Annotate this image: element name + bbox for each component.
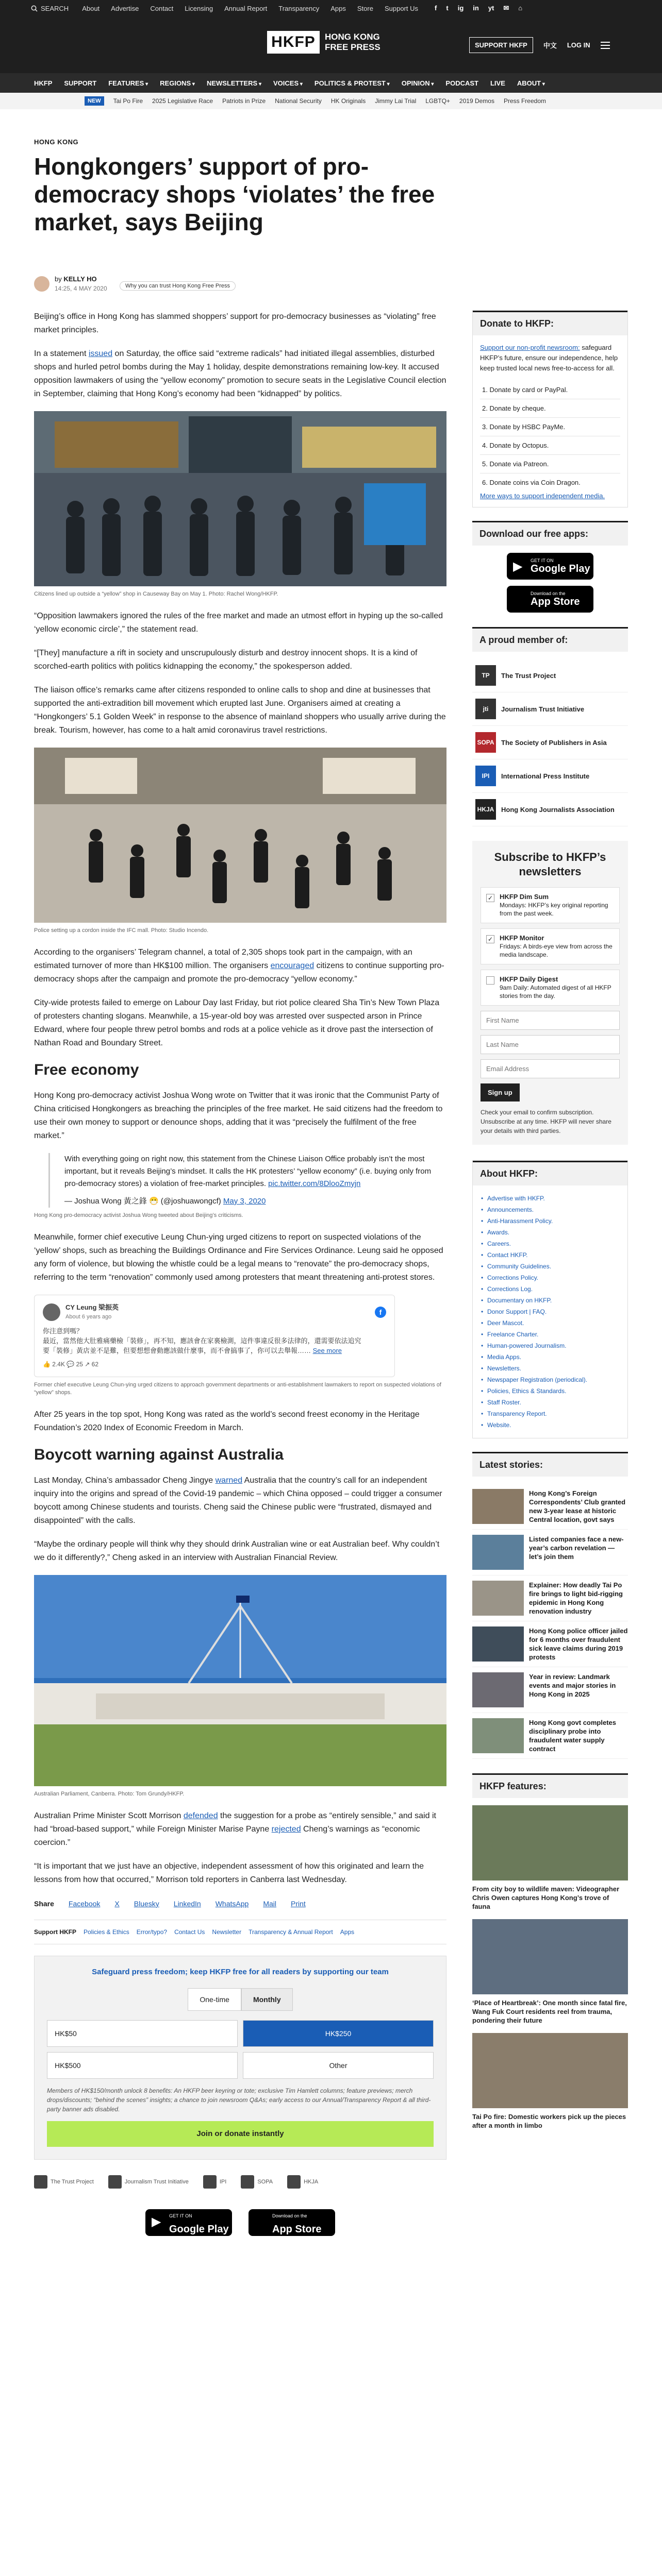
about-link[interactable]: • Donor Support | FAQ. bbox=[480, 1306, 620, 1317]
share-bluesky[interactable]: Bluesky bbox=[134, 1900, 159, 1908]
inline-link[interactable]: issued bbox=[88, 349, 113, 358]
footer-link[interactable]: Contact Us bbox=[174, 1928, 205, 1936]
feature-item[interactable]: Tai Po fire: Domestic workers pick up the pieces after a month in limbo bbox=[472, 2033, 628, 2130]
trending-link[interactable]: Patriots in Prize bbox=[222, 97, 266, 105]
fb-stats: 👍 2.4K 💬 25 ↗ 62 bbox=[43, 1361, 98, 1368]
play-icon: ▶ bbox=[513, 560, 523, 573]
about-link[interactable]: • Newsletters. bbox=[480, 1363, 620, 1374]
nav-support[interactable]: SUPPORT bbox=[64, 79, 97, 87]
story-thumbnail bbox=[472, 1581, 524, 1616]
about-link[interactable]: • Contact HKFP. bbox=[480, 1249, 620, 1261]
about-link[interactable]: • Careers. bbox=[480, 1238, 620, 1249]
newsletter-option[interactable]: ✓ HKFP Monitor Fridays: A birds-eye view from across the media landscape. bbox=[481, 928, 620, 964]
support-hkfp-button[interactable]: SUPPORT HKFP bbox=[469, 37, 533, 53]
why-trust-button[interactable]: Why you can trust Hong Kong Free Press bbox=[120, 281, 236, 291]
ipi-icon: IPI bbox=[475, 766, 496, 786]
nav-opinion[interactable]: OPINION ▾ bbox=[402, 79, 434, 87]
inline-link[interactable]: defended bbox=[183, 1811, 218, 1820]
paragraph: “Opposition lawmakers ignored the rules of the free market and made an utmost effort in hyping up the so-called ‘yellow economic circle’,” the statement read. bbox=[34, 612, 443, 634]
feature-thumbnail bbox=[472, 1805, 628, 1880]
donate-option[interactable]: 2. Donate by cheque. bbox=[480, 399, 620, 418]
utility-link-support[interactable]: Support Us bbox=[384, 4, 419, 12]
article-title: Hongkongers’ support of pro-democracy shops ‘violates’ the free market, says Beijing bbox=[34, 153, 435, 235]
member-logo[interactable]: HKJA Hong Kong Journalists Association bbox=[472, 793, 628, 826]
photo-caption: Citizens lined up outside a “yellow” shop in Causeway Bay on May 1. Photo: Rachel Wong/HKFP. bbox=[34, 591, 278, 597]
share-bar bbox=[34, 1897, 446, 1910]
newsletter-option[interactable]: ✓ HKFP Dim Sum Mondays: HKFP’s key original reporting from the past week. bbox=[481, 887, 620, 923]
member-logo[interactable]: IPI International Press Institute bbox=[472, 759, 628, 793]
logo-line-2: FREE PRESS bbox=[325, 42, 380, 52]
new-badge: NEW bbox=[85, 96, 104, 106]
paragraph: After 25 years in the top spot, Hong Kong was rated as the world’s second freest economy in the Heritage Foundation’s 2020 Index of Economic Freedom in March. bbox=[34, 1410, 420, 1432]
latest-stories bbox=[472, 1484, 628, 1759]
nav-regions[interactable]: REGIONS ▾ bbox=[160, 79, 195, 87]
tweet-text: With everything going on right now, this statement from the Chinese Liaison Office probably isn’t the most important, but it reveals Beijing’s mindset. It calls the HK protesters’ “yellow economy” (i.e. buying only from pro-democracy stores) a violation of free-market principles. pic.twitter.com/8DlooZmyjn bbox=[64, 1155, 432, 1188]
nav-newsletters[interactable]: NEWSLETTERS ▾ bbox=[207, 79, 261, 87]
donate-options bbox=[480, 381, 620, 492]
paragraph: Meanwhile, former chief executive Leung Chun-ying urged citizens to report on suspected violations of the ‘yellow’ shops, such as breaching the Buildings Ordinance and Fire Services Ordinance. Leung said he opposed any form of violence, but blowing the whistle could be a legal means to “renovate” the pro-democracy shops, referring to the term “renovation” commonly used among protesters that meant threatening anti-protest stores. bbox=[34, 1233, 443, 1282]
first-name-input[interactable] bbox=[481, 1011, 620, 1030]
paragraph: Australian Prime Minister Scott Morrison defended the suggestion for a probe as “entirely sensible,” and said it had “broad-based support,” while Foreign Minister Marise Payne rejected Cheng’s warnings as “economic coercion.” bbox=[34, 1811, 436, 1847]
tweet-attribution: — Joshua Wong 黃之鋒 😷 (@joshuawongcf) May 3, 2020 bbox=[64, 1197, 266, 1206]
story-thumbnail bbox=[472, 1718, 524, 1753]
paragraph: Last Monday, China’s ambassador Cheng Jingye warned Australia that the country’s call for an independent inquiry into the origins and spread of the Covid-19 pandemic – which China opposed – could trigger a consumer boycott among Chinese students and tourists. Cheng said the Chinese public were “frustrated, dismayed and disappointed” with the calls. bbox=[34, 1476, 442, 1525]
feature-thumbnail bbox=[472, 1919, 628, 1994]
article-footer-links bbox=[34, 1920, 446, 1944]
trust-project-icon bbox=[34, 2175, 47, 2189]
story-item[interactable]: Hong Kong police officer jailed for 6 months over fraudulent sick leave claims during 2019 protests bbox=[472, 1621, 628, 1667]
share-mail[interactable]: Mail bbox=[263, 1900, 276, 1908]
linkedin-icon[interactable]: in bbox=[473, 4, 479, 12]
trust-project-icon: TP bbox=[475, 665, 496, 686]
more-ways-link[interactable]: More ways to support independent media. bbox=[480, 492, 605, 500]
sopa-icon bbox=[241, 2175, 254, 2189]
about-link[interactable]: • Advertise with HKFP. bbox=[480, 1193, 620, 1204]
social-links bbox=[435, 4, 522, 12]
footer-link[interactable]: Apps bbox=[340, 1928, 355, 1936]
member-logo[interactable]: jti Journalism Trust Initiative bbox=[472, 692, 628, 726]
tab-monthly[interactable]: Monthly bbox=[241, 1988, 293, 2011]
menu-icon[interactable] bbox=[601, 42, 610, 49]
trust-badges bbox=[34, 2175, 446, 2189]
article-photo-ifc-mall bbox=[34, 748, 446, 923]
footer-link[interactable]: Error/typo? bbox=[136, 1928, 168, 1936]
publish-date: 14:25, 4 MAY 2020 bbox=[55, 285, 107, 292]
story-thumbnail bbox=[472, 1535, 524, 1570]
fb-avatar bbox=[43, 1303, 60, 1321]
newsletter-fineprint: Check your email to confirm subscription. Unsubscribe at any time. HKFP will never share your details with third parties. bbox=[481, 1109, 611, 1134]
story-item[interactable]: Hong Kong govt completes disciplinary probe into fraudulent water supply contract bbox=[472, 1713, 628, 1759]
support-link[interactable]: Support our non-profit newsroom: bbox=[480, 344, 580, 351]
main-nav bbox=[0, 73, 662, 93]
tweet-date-link[interactable]: May 3, 2020 bbox=[223, 1197, 266, 1206]
share-whatsapp[interactable]: WhatsApp bbox=[215, 1900, 249, 1908]
about-link[interactable]: • Community Guidelines. bbox=[480, 1261, 620, 1272]
newsletter-option[interactable]: HKFP Daily Digest 9am Daily: Automated digest of all HKFP stories from the day. bbox=[481, 970, 620, 1006]
utility-bar bbox=[0, 0, 662, 16]
photo-caption: Australian Parliament, Canberra. Photo: Tom Grundy/HKFP. bbox=[34, 1791, 185, 1797]
article-category[interactable]: HONG KONG bbox=[34, 138, 79, 146]
twitter-icon[interactable]: t bbox=[446, 4, 449, 12]
about-link[interactable]: • Staff Roster. bbox=[480, 1397, 620, 1408]
article-photo-yellow-shop bbox=[34, 411, 446, 586]
jti-icon: jti bbox=[475, 699, 496, 719]
about-link[interactable]: • Corrections Log. bbox=[480, 1283, 620, 1295]
story-thumbnail bbox=[472, 1489, 524, 1524]
site-logo[interactable] bbox=[267, 31, 380, 54]
membership-note: Members of HK$150/month unlock 8 benefits: An HKFP beer keyring or tote; exclusive Tim Hamlett columns; feature previews; merch drops/discounts; “behind the scenes” insights; a chance to join newsroom Q&As; early access to our Annual/Transparency Report & all third-party banner ads disabled. bbox=[47, 2087, 431, 2113]
member-list bbox=[472, 659, 628, 826]
share-linkedin[interactable]: LinkedIn bbox=[173, 1900, 201, 1908]
member-title: A proud member of: bbox=[472, 627, 628, 652]
checkbox-checked[interactable]: ✓ bbox=[486, 894, 494, 902]
utility-link-apps[interactable]: Apps bbox=[330, 4, 346, 12]
trending-link[interactable]: Press Freedom bbox=[503, 97, 546, 105]
site-header bbox=[0, 0, 662, 73]
footer-link[interactable]: Newsletter bbox=[212, 1928, 242, 1936]
trending-link[interactable]: 2025 Legislative Race bbox=[152, 97, 213, 105]
google-play-badge[interactable]: ▶ GET IT ON Google Play bbox=[145, 2209, 232, 2236]
checkbox-unchecked[interactable] bbox=[486, 976, 494, 985]
donate-option[interactable]: 1. Donate by card or PayPal. bbox=[480, 381, 620, 399]
app-store-badge[interactable]: Download on the App Store bbox=[249, 2209, 335, 2236]
instagram-icon[interactable]: ig bbox=[457, 4, 464, 12]
footer-link[interactable]: Policies & Ethics bbox=[84, 1928, 129, 1936]
jti-icon bbox=[108, 2175, 122, 2189]
story-item[interactable]: Explainer: How deadly Tai Po fire brings to light bid-rigging epidemic in Hong Kong renovation industry bbox=[472, 1575, 628, 1621]
nav-politics-protest[interactable]: POLITICS & PROTEST ▾ bbox=[315, 79, 390, 87]
donate-title: Donate to HKFP: bbox=[473, 311, 627, 335]
paragraph: “It is important that we just have an objective, independent assessment of how this originated and learn the lessons from how that occurred,” Morrison told reporters in Canberra last Wednesday. bbox=[34, 1862, 424, 1884]
trending-nav bbox=[0, 93, 662, 109]
checkbox-checked[interactable]: ✓ bbox=[486, 935, 494, 943]
fb-caption: Former chief executive Leung Chun-ying urged citizens to approach government departments or anti-establishment lawmakers to report on suspected violations of “yellow” shops. bbox=[34, 1382, 441, 1396]
share-print[interactable]: Print bbox=[290, 1900, 306, 1908]
section-heading: Free economy bbox=[34, 1061, 139, 1078]
utility-link-about[interactable]: About bbox=[82, 4, 100, 12]
app-store-badges bbox=[34, 2209, 446, 2236]
tweet-pic-link[interactable]: pic.twitter.com/8DlooZmyjn bbox=[268, 1179, 361, 1188]
facebook-icon[interactable]: f bbox=[435, 4, 437, 12]
article-body bbox=[34, 310, 446, 2236]
about-link[interactable]: • Announcements. bbox=[480, 1204, 620, 1215]
share-label: Share bbox=[34, 1900, 54, 1908]
hkja-icon bbox=[287, 2175, 301, 2189]
utility-link-licensing[interactable]: Licensing bbox=[185, 4, 213, 12]
donation-amounts bbox=[47, 2020, 434, 2079]
logo-mark: HKFP bbox=[267, 31, 320, 54]
search-button[interactable] bbox=[31, 5, 69, 12]
donate-panel bbox=[472, 310, 628, 507]
nav-features[interactable]: FEATURES ▾ bbox=[108, 79, 148, 87]
paragraph: City-wide protests failed to emerge on Labour Day last Friday, but riot police cleared Sha Tin’s New Town Plaza of protesters chanting slogans. Meanwhile, a 15-year-old boy was arrested over suspected arson in Prince Edward, where four people threw petrol bombs and rods at a police vehicle as it drove past the intersection of Nathan Road and Boundary Street. bbox=[34, 998, 440, 1047]
about-link[interactable]: • Policies, Ethics & Standards. bbox=[480, 1385, 620, 1397]
tab-one-time[interactable]: One-time bbox=[188, 1988, 241, 2011]
story-item[interactable]: Year in review: Landmark events and major stories in Hong Kong in 2025 bbox=[472, 1667, 628, 1713]
google-play-badge[interactable]: ▶ GET IT ON Google Play bbox=[507, 553, 593, 580]
chinese-language-link[interactable]: 中文 bbox=[543, 42, 557, 49]
paragraph: Beijing’s office in Hong Kong has slammed shoppers’ support for pro-democracy businesses as “violating” free market principles. bbox=[34, 312, 436, 334]
about-link[interactable]: • Documentary on HKFP. bbox=[480, 1295, 620, 1306]
nav-podcast[interactable]: PODCAST bbox=[445, 79, 478, 87]
feature-item[interactable]: ‘Place of Heartbreak’: One month since fatal fire, Wang Fuk Court residents reel from trauma, pondering their future bbox=[472, 1919, 628, 2025]
donate-option[interactable]: 4. Donate by Octopus. bbox=[480, 436, 620, 455]
nav-hkfp[interactable]: HKFP bbox=[34, 79, 53, 87]
member-logo[interactable]: SOPA The Society of Publishers in Asia bbox=[472, 726, 628, 759]
embedded-facebook-post bbox=[34, 1295, 395, 1377]
about-link[interactable]: • Deer Mascot. bbox=[480, 1317, 620, 1329]
about-panel bbox=[472, 1160, 628, 1438]
donate-option[interactable]: 6. Donate coins via Coin Dragon. bbox=[482, 479, 581, 486]
logo-wordmark bbox=[325, 32, 380, 53]
email-input[interactable] bbox=[481, 1059, 620, 1078]
nav-voices[interactable]: VOICES ▾ bbox=[273, 79, 303, 87]
logo-line-1: HONG KONG bbox=[325, 32, 380, 42]
apps-title: Download our free apps: bbox=[472, 521, 628, 546]
byline-prefix: by bbox=[55, 275, 62, 283]
footer-link[interactable]: Support HKFP bbox=[34, 1928, 76, 1936]
donation-frequency-tabs bbox=[47, 1988, 434, 2011]
newsletter-title: Subscribe to HKFP’s newsletters bbox=[494, 851, 606, 878]
paragraph: According to the organisers’ Telegram channel, a total of 2,305 shops took part in the campaign, with an estimated turnover of more than HK$100 million. The organisers encouraged citizens to continue supporting pro-democracy shops after the campaign and promote the pro-democracy “yellow economy.” bbox=[34, 948, 444, 984]
trending-link[interactable]: Jimmy Lai Trial bbox=[375, 97, 417, 105]
paragraph: In a statement issued on Saturday, the office said “extreme radicals” had initiated illegal assemblies, disturbed shops and hurled petrol bombs during the May 1 holiday, despite demonstrations remaining low-key. It accused opposition lawmakers of using the “yellow economy” promotion to secure seats in the Legislative Council election in September, claiming that Hong Kong’s economy had been “kidnapped” by politics. bbox=[34, 349, 446, 398]
trending-link[interactable]: LGBTQ+ bbox=[425, 97, 450, 105]
donation-widget bbox=[34, 1956, 446, 2160]
story-thumbnail bbox=[472, 1626, 524, 1662]
features-title: HKFP features: bbox=[472, 1773, 628, 1798]
share-x[interactable]: X bbox=[114, 1900, 120, 1908]
donation-headline[interactable]: Safeguard press freedom; keep HKFP free for all readers by supporting our team bbox=[92, 1968, 389, 1976]
nav-live[interactable]: LIVE bbox=[490, 79, 505, 87]
article-photo-parliament bbox=[34, 1575, 446, 1786]
trending-link[interactable]: National Security bbox=[275, 97, 322, 105]
trending-link[interactable]: HK Originals bbox=[330, 97, 366, 105]
section-heading: Boycott warning against Australia bbox=[34, 1446, 284, 1463]
donate-option[interactable]: 5. Donate via Patreon. bbox=[480, 455, 620, 473]
nav-about[interactable]: ABOUT ▾ bbox=[517, 79, 545, 87]
latest-title: Latest stories: bbox=[472, 1452, 628, 1477]
share-facebook[interactable]: Facebook bbox=[68, 1900, 101, 1908]
login-link[interactable]: LOG IN bbox=[567, 41, 590, 49]
signup-button[interactable]: Sign up bbox=[481, 1083, 520, 1101]
donate-intro: Support our non-profit newsroom: safeguard HKFP’s future, ensure our independence, help keep trusted local news free-to-access for all. bbox=[480, 344, 618, 372]
author-name[interactable]: KELLY HO bbox=[63, 275, 97, 283]
youtube-icon[interactable]: yt bbox=[488, 4, 494, 12]
join-donate-button[interactable]: Join or donate instantly bbox=[47, 2121, 434, 2147]
footer-link[interactable]: Transparency & Annual Report bbox=[249, 1928, 333, 1936]
trust-badge[interactable]: Journalism Trust Initiative bbox=[108, 2175, 189, 2189]
feature-thumbnail bbox=[472, 2033, 628, 2108]
ipi-icon bbox=[203, 2175, 217, 2189]
about-link[interactable]: • Media Apps. bbox=[480, 1351, 620, 1363]
about-title: About HKFP: bbox=[473, 1161, 627, 1185]
trust-badge[interactable]: The Trust Project bbox=[34, 2175, 94, 2189]
amount-option-selected[interactable]: HK$250 bbox=[243, 2020, 434, 2047]
about-link[interactable]: • Website. bbox=[480, 1419, 620, 1431]
about-link[interactable]: • Awards. bbox=[480, 1227, 620, 1238]
paragraph: The liaison office’s remarks came after citizens responded to online calls to shop and dine at businesses that supported the anti-extradition bill movement which erupted last June. Organisers aimed at creating a “Hongkongers’ 5.1 Golden Week” in response to the absence of mainland shoppers who usually arrive during the break. Tourism, however, has come to a halt amid coronavirus travel restrictions. bbox=[34, 686, 446, 735]
sidebar bbox=[472, 310, 628, 2138]
trending-link[interactable]: Tai Po Fire bbox=[113, 97, 143, 105]
sidebar-app-badges bbox=[472, 553, 628, 613]
newsletter-signup bbox=[472, 841, 628, 1145]
about-link[interactable]: • Freelance Charter. bbox=[480, 1329, 620, 1340]
about-link[interactable]: • Transparency Report. bbox=[480, 1408, 620, 1419]
about-link[interactable]: • Human-powered Journalism. bbox=[480, 1340, 620, 1351]
about-link[interactable]: • Anti-Harassment Policy. bbox=[480, 1215, 620, 1227]
byline bbox=[34, 275, 107, 292]
embedded-tweet bbox=[48, 1153, 446, 1208]
author-avatar bbox=[34, 276, 49, 292]
home-icon[interactable]: ⌂ bbox=[518, 4, 523, 12]
trust-badge[interactable]: IPI bbox=[203, 2175, 226, 2189]
about-link[interactable]: • Newspaper Registration (periodical). bbox=[480, 1374, 620, 1385]
amount-option-other[interactable]: Other bbox=[243, 2052, 434, 2079]
utility-link-store[interactable]: Store bbox=[357, 4, 373, 12]
paragraph: “[They] manufacture a rift in society and unscrupulously disturb and destroy innocent shops. It is a kind of scorched-earth politics with politics kidnapping the economy,” the spokesperson added. bbox=[34, 649, 418, 671]
mail-icon[interactable]: ✉ bbox=[503, 4, 509, 12]
last-name-input[interactable] bbox=[481, 1035, 620, 1054]
search-icon bbox=[31, 5, 38, 12]
story-thumbnail bbox=[472, 1672, 524, 1707]
amount-option[interactable]: HK$500 bbox=[47, 2052, 238, 2079]
play-icon: ▶ bbox=[152, 2215, 161, 2229]
inline-link[interactable]: warned bbox=[215, 1476, 243, 1485]
trust-badge[interactable]: SOPA bbox=[241, 2175, 273, 2189]
feature-item[interactable]: From city boy to wildlife maven: Videographer Chris Owen captures Hong Kong’s trove of fauna bbox=[472, 1805, 628, 1911]
paragraph: Hong Kong pro-democracy activist Joshua Wong wrote on Twitter that it was ironic that the Communist Party of China criticised Hongkongers as breaching the principles of the free market. He said citizens had the freedom to use their own money to support or denounce shops, adding that it was “precisely the fulfilment of the free market.” bbox=[34, 1091, 443, 1140]
app-store-badge[interactable]: Download on the App Store bbox=[507, 586, 593, 613]
utility-link-transparency[interactable]: Transparency bbox=[278, 4, 320, 12]
feature-stories bbox=[472, 1805, 628, 2130]
trending-link[interactable]: 2019 Demos bbox=[459, 97, 494, 105]
tweet-caption: Hong Kong pro-democracy activist Joshua Wong tweeted about Beijing’s criticisms. bbox=[34, 1212, 243, 1218]
fb-author[interactable]: CY Leung 梁振英 bbox=[65, 1303, 119, 1311]
fb-see-more[interactable]: See more bbox=[312, 1347, 342, 1354]
hkja-icon: HKJA bbox=[475, 799, 496, 820]
photo-caption: Police setting up a cordon inside the IFC mall. Photo: Studio Incendo. bbox=[34, 927, 209, 934]
utility-link-annual-report[interactable]: Annual Report bbox=[224, 4, 268, 12]
about-link[interactable]: • Corrections Policy. bbox=[480, 1272, 620, 1283]
member-logo[interactable]: TP The Trust Project bbox=[472, 659, 628, 692]
utility-link-advertise[interactable]: Advertise bbox=[111, 4, 139, 12]
story-item[interactable]: Hong Kong’s Foreign Correspondents’ Club granted new 3-year lease at historic Central location, govt says bbox=[472, 1484, 628, 1530]
search-label: SEARCH bbox=[41, 4, 69, 12]
about-links bbox=[480, 1193, 620, 1431]
trust-badge[interactable]: HKJA bbox=[287, 2175, 318, 2189]
utility-link-contact[interactable]: Contact bbox=[150, 4, 174, 12]
sopa-icon: SOPA bbox=[475, 732, 496, 753]
amount-option[interactable]: HK$50 bbox=[47, 2020, 238, 2047]
story-item[interactable]: Listed companies face a new-year’s carbon revelation — let’s join them bbox=[472, 1530, 628, 1575]
inline-link[interactable]: rejected bbox=[271, 1825, 301, 1834]
facebook-icon[interactable]: f bbox=[375, 1307, 386, 1318]
inline-link[interactable]: encouraged bbox=[270, 961, 315, 970]
paragraph: “Maybe the ordinary people will think why they should drink Australian wine or eat Australian beef. Why couldn’t we do it differently?,” Cheng asked in an interview with Australian Financial Review. bbox=[34, 1540, 440, 1562]
header-actions bbox=[469, 37, 610, 53]
fb-text-2: 最近，當然他大肚雅痛藥檢「裝修」，再不知，應該會在家裏檢測，這件事違反很多法律的，還需要依法追究 bbox=[43, 1337, 361, 1345]
fb-text-3: 要「裝修」黃店並不是難，但要想想會動應該做什麼事，而不會搞事了，你可以去舉報…… See more bbox=[43, 1347, 342, 1354]
fb-text-1: 你注意到嗎？ bbox=[43, 1327, 84, 1335]
fb-time: About 6 years ago bbox=[65, 1314, 112, 1320]
donate-option[interactable]: 3. Donate by HSBC PayMe. bbox=[480, 418, 620, 436]
